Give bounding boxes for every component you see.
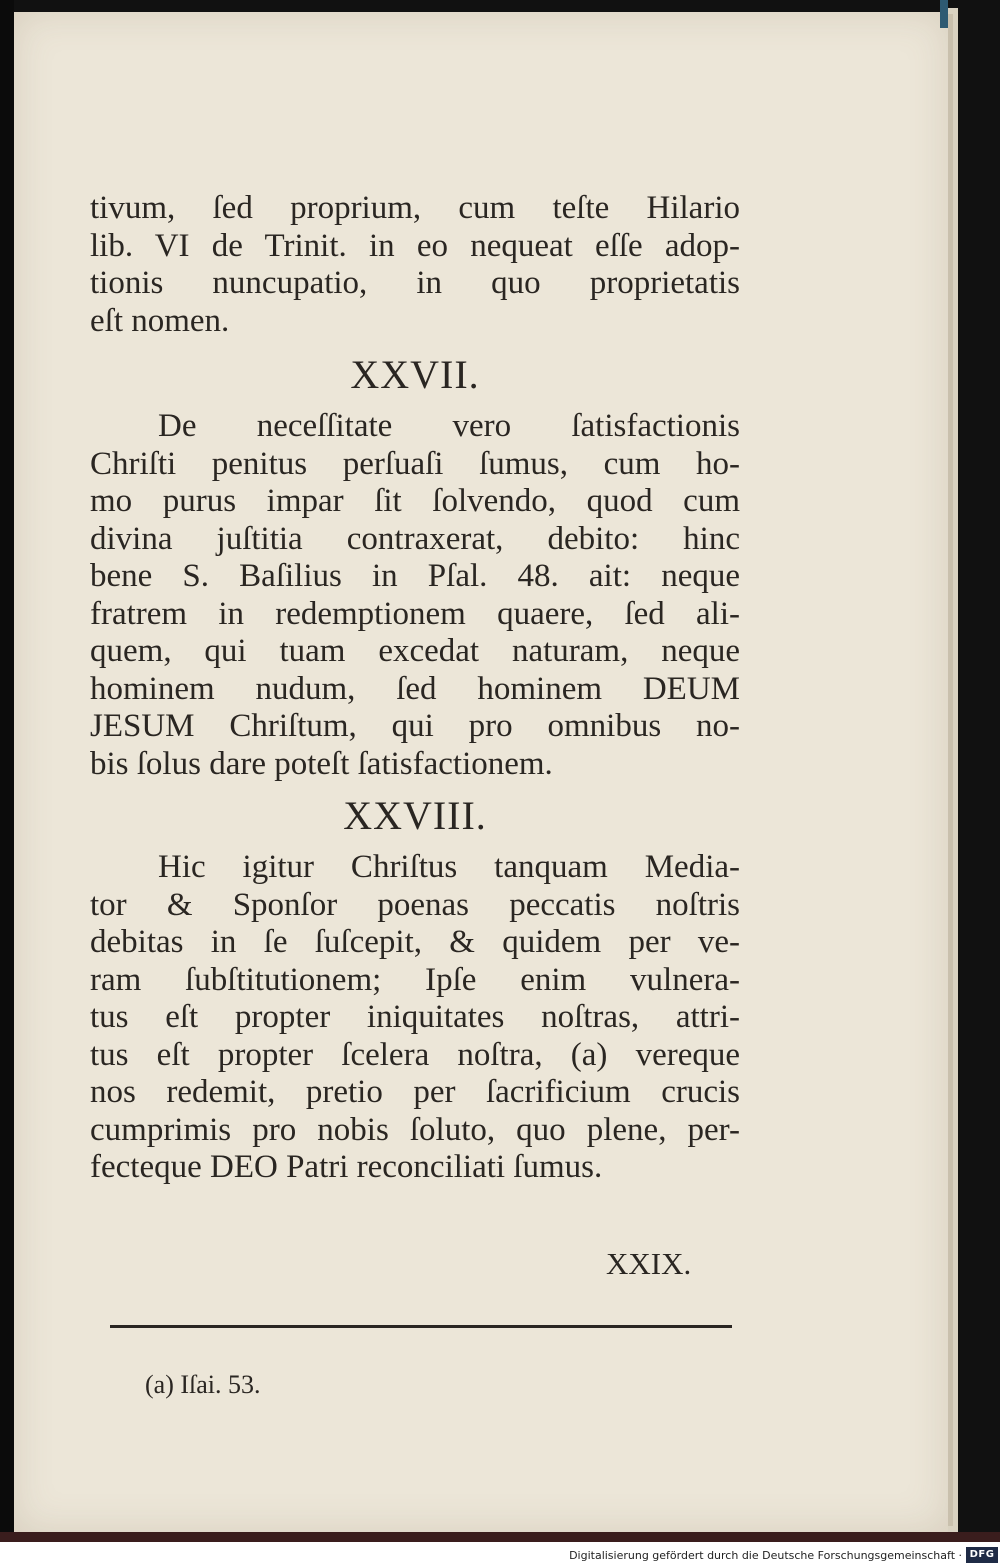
footnote: (a) Iſai. 53. bbox=[145, 1370, 261, 1399]
catchword: XXIX. bbox=[606, 1246, 692, 1281]
text-line: hominem nudum, ſed hominem DEUM bbox=[90, 670, 740, 707]
paragraph-xxvii bbox=[90, 408, 740, 783]
funding-credit: Digitalisierung gefördert durch die Deutsche Forschungsgemeinschaft · bbox=[569, 1549, 962, 1562]
section-heading-xxviii: XXVIII. bbox=[343, 793, 487, 838]
footnote-rule bbox=[110, 1325, 732, 1328]
text-line: tionis nuncupatio, in quo proprietatis bbox=[90, 265, 740, 301]
section-heading-xxvii: XXVII. bbox=[350, 352, 480, 397]
dfg-logo-icon: DFG bbox=[966, 1547, 998, 1563]
text-line: bis ſolus dare poteſt ſatisfactionem. bbox=[90, 745, 553, 782]
text-line: fecteque DEO Patri reconciliati ſumus. bbox=[90, 1149, 603, 1185]
text-line: nos redemit, pretio per ſacrificium crucis bbox=[90, 1074, 740, 1110]
scan-backdrop bbox=[0, 0, 14, 1567]
text-line: tus eſt propter iniquitates noſtras, attri- bbox=[90, 999, 740, 1035]
text-line: debitas in ſe ſuſcepit, & quidem per ve- bbox=[90, 924, 740, 960]
text-line: quem, qui tuam excedat naturam, neque bbox=[90, 633, 740, 669]
bookmark-ribbon bbox=[940, 0, 948, 28]
text-line: ram ſubſtitutionem; Ipſe enim vulnera- bbox=[90, 961, 740, 998]
text-line: tor & Sponſor poenas peccatis noſtris bbox=[90, 886, 740, 923]
text-line: bene S. Baſilius in Pſal. 48. ait: neque bbox=[90, 558, 740, 594]
text-line: fratrem in redemptionem quaere, ſed ali- bbox=[90, 595, 740, 632]
text-line: cumprimis pro nobis ſoluto, quo plene, per- bbox=[90, 1111, 740, 1148]
binding-shadow bbox=[0, 1532, 1000, 1542]
page-text bbox=[90, 190, 740, 1187]
text-line: Hic igitur Chriſtus tanquam Media- bbox=[158, 849, 740, 885]
text-line: De neceſſitate vero ſatisfactionis bbox=[158, 408, 740, 444]
text-line: divina juſtitia contraxerat, debito: hinc bbox=[90, 520, 740, 557]
text-line: mo purus impar ſit ſolvendo, quod cum bbox=[90, 483, 740, 519]
text-line: lib. VI de Trinit. in eo nequeat eſſe adop- bbox=[90, 227, 740, 264]
text-line: tivum, ſed proprium, cum teſte Hilario bbox=[90, 190, 740, 226]
text-line: tus eſt propter ſcelera noſtra, (a) vereque bbox=[90, 1036, 740, 1073]
paragraph-xxviii bbox=[90, 849, 740, 1187]
paragraph-intro bbox=[90, 190, 740, 340]
text-line: Chriſti penitus perſuaſi ſumus, cum ho- bbox=[90, 445, 740, 482]
text-line: eſt nomen. bbox=[90, 302, 230, 339]
text-line: JESUM Chriſtum, qui pro omnibus no- bbox=[90, 708, 740, 744]
page-edge-inner bbox=[948, 14, 953, 1526]
